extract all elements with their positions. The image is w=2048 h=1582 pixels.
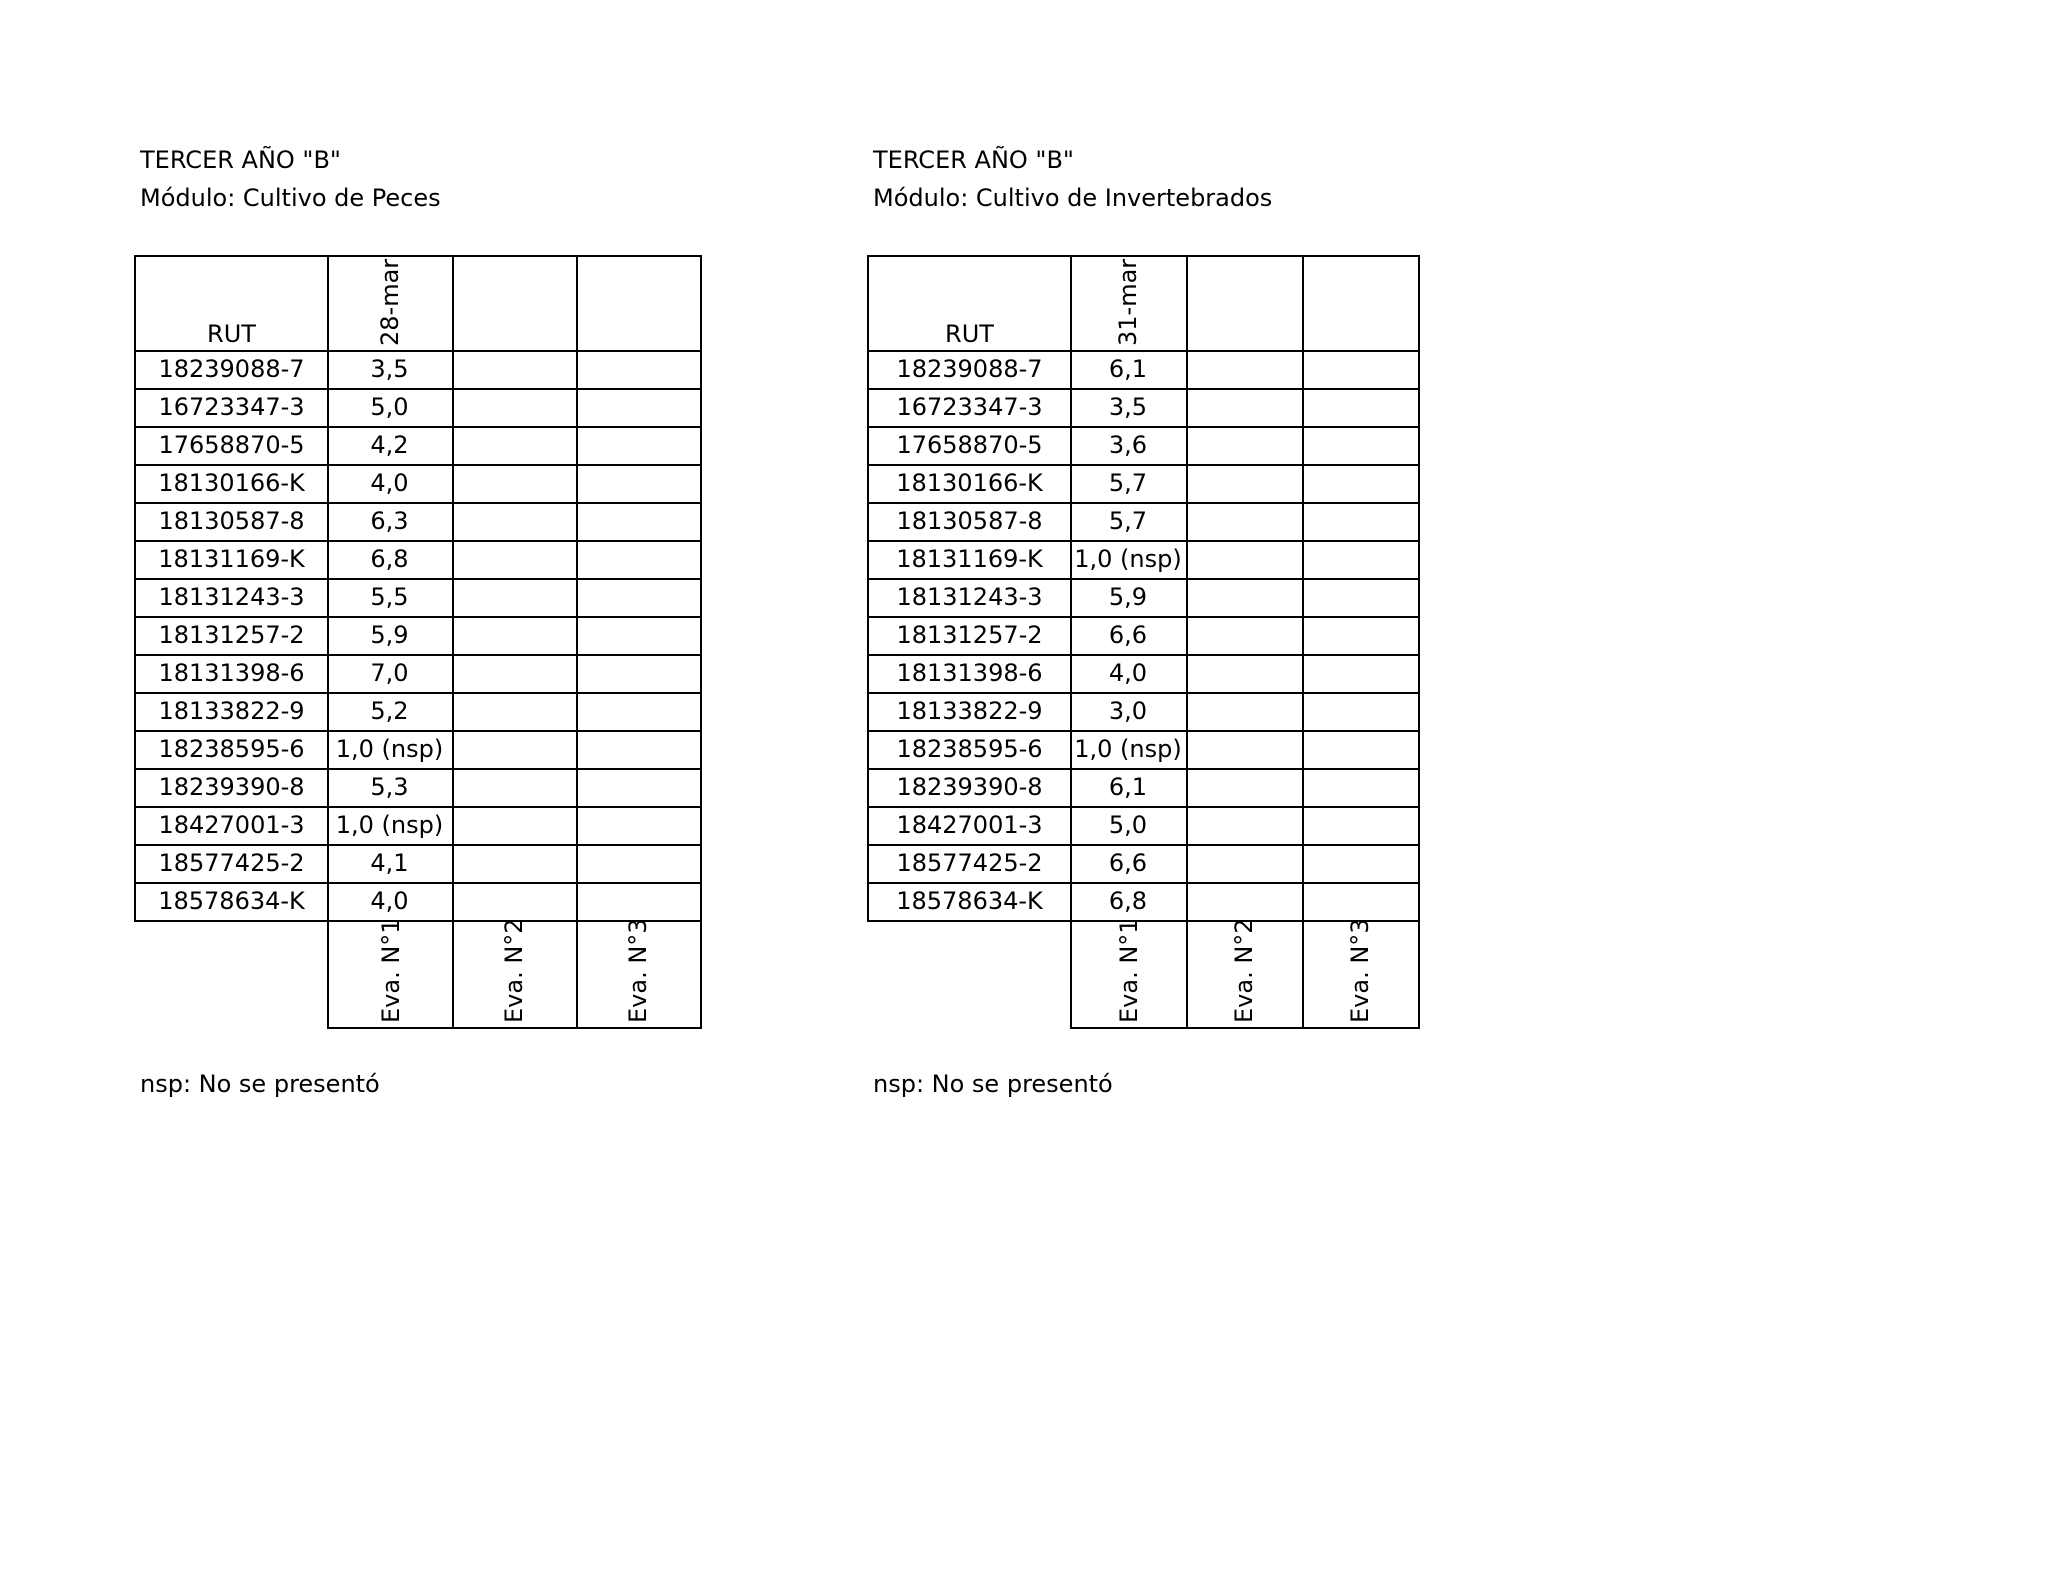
grade-cell: 3,6 [1070, 426, 1188, 466]
rut-cell: 18133822-9 [867, 692, 1072, 732]
grade-cell: 5,2 [327, 692, 454, 732]
empty-grade-cell [576, 654, 702, 694]
empty-grade-cell [452, 730, 578, 770]
empty-grade-cell [452, 578, 578, 618]
rut-cell: 18130587-8 [867, 502, 1072, 542]
rut-column-header: RUT [134, 255, 329, 352]
empty-grade-cell [452, 654, 578, 694]
empty-grade-cell [1186, 540, 1304, 580]
rut-cell: 18131169-K [867, 540, 1072, 580]
empty-grade-cell [1302, 654, 1420, 694]
grade-cell: 4,2 [327, 426, 454, 466]
evaluation-label: Eva. N°3 [1346, 918, 1374, 1023]
empty-column-header [1302, 255, 1420, 352]
course-title: TERCER AÑO "B" [140, 146, 341, 174]
rut-cell: 16723347-3 [134, 388, 329, 428]
grade-cell: 4,1 [327, 844, 454, 884]
rut-cell: 18578634-K [134, 882, 329, 922]
evaluation-label-cell [1070, 920, 1188, 1029]
empty-grade-cell [452, 692, 578, 732]
empty-grade-cell [576, 730, 702, 770]
empty-grade-cell [1186, 350, 1304, 390]
rut-cell: 18130166-K [134, 464, 329, 504]
empty-grade-cell [452, 616, 578, 656]
course-title: TERCER AÑO "B" [873, 146, 1074, 174]
empty-grade-cell [1302, 616, 1420, 656]
empty-grade-cell [1186, 578, 1304, 618]
empty-grade-cell [1302, 692, 1420, 732]
evaluation-label-cell [327, 920, 454, 1029]
grade-cell: 7,0 [327, 654, 454, 694]
empty-grade-cell [452, 768, 578, 808]
grade-cell: 5,7 [1070, 502, 1188, 542]
grade-cell: 6,3 [327, 502, 454, 542]
rut-cell: 18133822-9 [134, 692, 329, 732]
module-title: Módulo: Cultivo de Invertebrados [873, 184, 1273, 212]
grade-cell: 3,5 [327, 350, 454, 390]
empty-grade-cell [452, 426, 578, 466]
rut-cell: 18239390-8 [867, 768, 1072, 808]
grade-cell: 5,5 [327, 578, 454, 618]
grade-cell: 1,0 (nsp) [327, 730, 454, 770]
empty-grade-cell [1186, 882, 1304, 922]
evaluation-label: Eva. N°1 [1115, 918, 1143, 1023]
rut-cell: 18239088-7 [134, 350, 329, 390]
grade-cell: 4,0 [1070, 654, 1188, 694]
rut-cell: 16723347-3 [867, 388, 1072, 428]
footnote: nsp: No se presentó [140, 1070, 380, 1098]
empty-grade-cell [1186, 464, 1304, 504]
empty-grade-cell [1302, 464, 1420, 504]
grade-cell: 4,0 [327, 882, 454, 922]
empty-grade-cell [576, 692, 702, 732]
grade-cell: 4,0 [327, 464, 454, 504]
rut-cell: 18130587-8 [134, 502, 329, 542]
empty-grade-cell [1302, 768, 1420, 808]
empty-grade-cell [1302, 730, 1420, 770]
grade-cell: 1,0 (nsp) [327, 806, 454, 846]
grade-cell: 5,0 [327, 388, 454, 428]
rut-cell: 18131243-3 [867, 578, 1072, 618]
empty-grade-cell [1302, 540, 1420, 580]
empty-grade-cell [452, 464, 578, 504]
empty-column-header [576, 255, 702, 352]
empty-grade-cell [1302, 388, 1420, 428]
grade-cell: 5,3 [327, 768, 454, 808]
empty-grade-cell [452, 388, 578, 428]
empty-grade-cell [1302, 844, 1420, 884]
rut-cell: 18427001-3 [867, 806, 1072, 846]
empty-grade-cell [1302, 502, 1420, 542]
empty-grade-cell [576, 578, 702, 618]
empty-grade-cell [576, 464, 702, 504]
empty-grade-cell [1186, 806, 1304, 846]
rut-cell: 18131398-6 [134, 654, 329, 694]
empty-grade-cell [576, 502, 702, 542]
empty-grade-cell [1186, 844, 1304, 884]
date-header-text: 28-mar [376, 258, 404, 346]
grade-cell: 6,1 [1070, 768, 1188, 808]
empty-grade-cell [1186, 654, 1304, 694]
grade-cell: 1,0 (nsp) [1070, 730, 1188, 770]
rut-cell: 18131257-2 [867, 616, 1072, 656]
empty-grade-cell [452, 540, 578, 580]
empty-column-header [1186, 255, 1304, 352]
empty-grade-cell [1302, 426, 1420, 466]
empty-grade-cell [576, 844, 702, 884]
empty-grade-cell [1186, 692, 1304, 732]
empty-grade-cell [1186, 388, 1304, 428]
rut-cell: 18427001-3 [134, 806, 329, 846]
date-column-header [327, 255, 454, 352]
empty-grade-cell [452, 502, 578, 542]
rut-cell: 18577425-2 [134, 844, 329, 884]
grade-cell: 5,9 [1070, 578, 1188, 618]
empty-column-header [452, 255, 578, 352]
rut-cell: 18130166-K [867, 464, 1072, 504]
empty-grade-cell [576, 388, 702, 428]
module-title: Módulo: Cultivo de Peces [140, 184, 441, 212]
evaluation-label: Eva. N°1 [377, 918, 405, 1023]
empty-grade-cell [452, 806, 578, 846]
empty-grade-cell [576, 616, 702, 656]
grade-cell: 1,0 (nsp) [1070, 540, 1188, 580]
grade-cell: 6,6 [1070, 616, 1188, 656]
grade-cell: 6,8 [1070, 882, 1188, 922]
empty-grade-cell [576, 540, 702, 580]
rut-column-header: RUT [867, 255, 1072, 352]
empty-grade-cell [1186, 426, 1304, 466]
grade-cell: 5,0 [1070, 806, 1188, 846]
grade-cell: 5,7 [1070, 464, 1188, 504]
grade-cell: 6,6 [1070, 844, 1188, 884]
rut-cell: 18131243-3 [134, 578, 329, 618]
evaluation-label-cell [1186, 920, 1304, 1029]
empty-grade-cell [576, 426, 702, 466]
empty-grade-cell [576, 768, 702, 808]
rut-cell: 17658870-5 [867, 426, 1072, 466]
empty-grade-cell [452, 350, 578, 390]
rut-cell: 18578634-K [867, 882, 1072, 922]
rut-cell: 18131257-2 [134, 616, 329, 656]
grade-cell: 5,9 [327, 616, 454, 656]
rut-cell: 18239088-7 [867, 350, 1072, 390]
evaluation-label-cell [576, 920, 702, 1029]
empty-grade-cell [1186, 730, 1304, 770]
evaluation-label: Eva. N°3 [624, 918, 652, 1023]
empty-grade-cell [1186, 616, 1304, 656]
date-column-header [1070, 255, 1188, 352]
empty-grade-cell [1302, 806, 1420, 846]
grade-cell: 3,0 [1070, 692, 1188, 732]
empty-grade-cell [1186, 768, 1304, 808]
rut-cell: 18239390-8 [134, 768, 329, 808]
empty-grade-cell [576, 882, 702, 922]
rut-cell: 17658870-5 [134, 426, 329, 466]
date-header-text: 31-mar [1114, 258, 1142, 346]
empty-grade-cell [1186, 502, 1304, 542]
empty-grade-cell [452, 844, 578, 884]
evaluation-label: Eva. N°2 [500, 918, 528, 1023]
evaluation-label-cell [1302, 920, 1420, 1029]
grade-cell: 6,8 [327, 540, 454, 580]
evaluation-label: Eva. N°2 [1230, 918, 1258, 1023]
grade-cell: 6,1 [1070, 350, 1188, 390]
empty-grade-cell [576, 806, 702, 846]
rut-cell: 18131169-K [134, 540, 329, 580]
rut-cell: 18238595-6 [867, 730, 1072, 770]
footnote: nsp: No se presentó [873, 1070, 1113, 1098]
rut-cell: 18131398-6 [867, 654, 1072, 694]
empty-grade-cell [1302, 350, 1420, 390]
rut-cell: 18577425-2 [867, 844, 1072, 884]
empty-grade-cell [1302, 578, 1420, 618]
empty-grade-cell [576, 350, 702, 390]
grade-cell: 3,5 [1070, 388, 1188, 428]
evaluation-label-cell [452, 920, 578, 1029]
empty-grade-cell [452, 882, 578, 922]
empty-grade-cell [1302, 882, 1420, 922]
rut-cell: 18238595-6 [134, 730, 329, 770]
